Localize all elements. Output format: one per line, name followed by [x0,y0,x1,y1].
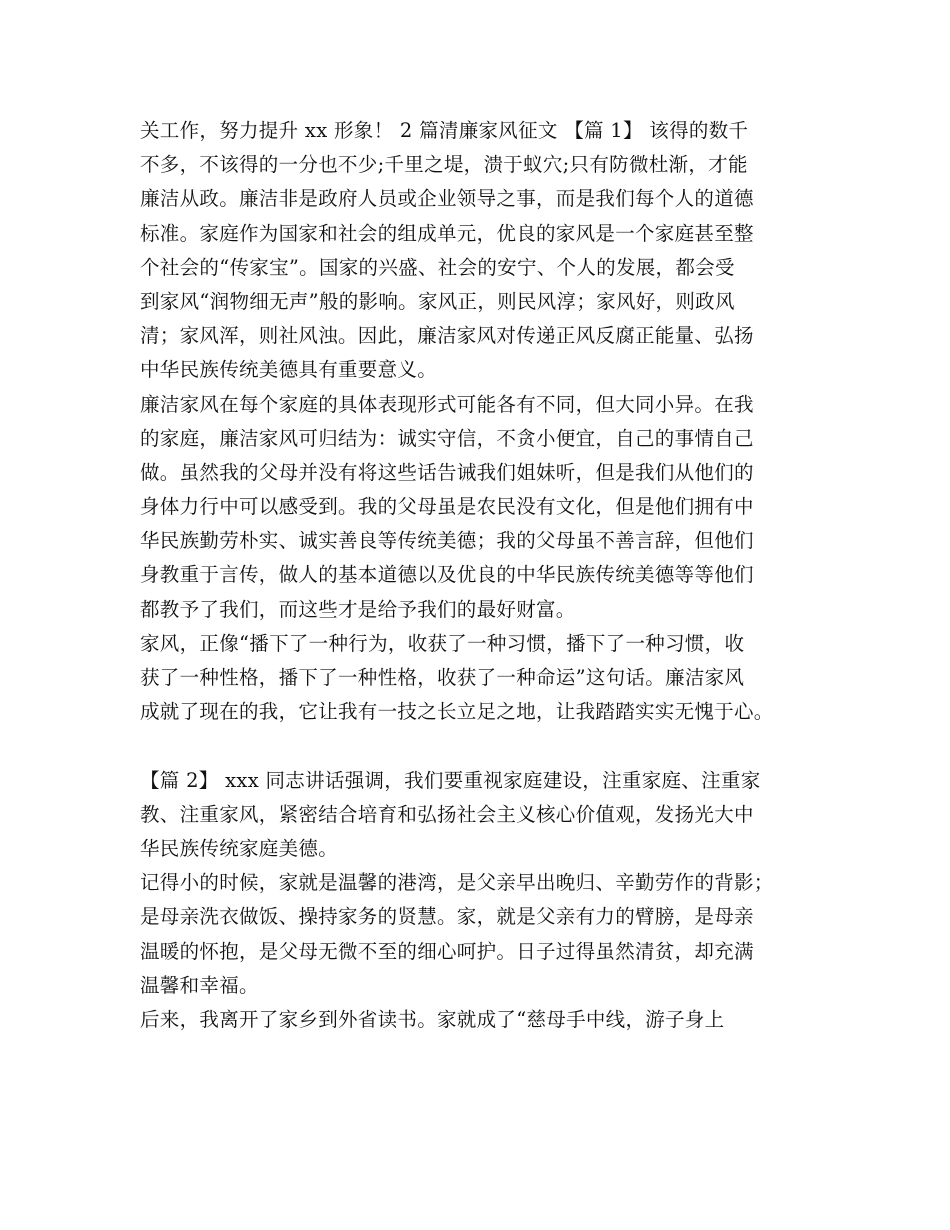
text-line: 做。虽然我的父母并没有将这些话告诫我们姐妹听，但是我们从他们的 [140,460,754,484]
text-line: 廉洁家风在每个家庭的具体表现形式可能各有不同，但大同小异。在我 [140,392,754,416]
text-line: 华民族勤劳朴实、诚实善良等传统美德；我的父母虽不善言辞，但他们 [140,529,754,553]
text-line: 标准。家庭作为国家和社会的组成单元，优良的家风是一个家庭甚至整 [140,221,754,245]
text-line: 中华民族传统美德具有重要意义。 [140,358,438,382]
text-line: 温馨和幸福。 [140,973,259,997]
document-page [140,114,830,1037]
text-line: 关工作，努力提升 xx 形象！ 2 篇清廉家风征文 【篇 1】 该得的数千 [140,119,749,142]
text-line: 【篇 2】 xxx 同志讲话强调，我们要重视家庭建设，注重家庭、注重家 [140,768,761,792]
text-line: 廉洁从政。廉洁非是政府人员或企业领导之事，而是我们每个人的道德 [140,187,754,211]
text-line: 华民族传统家庭美德。 [140,836,339,860]
text-line: 成就了现在的我，它让我有一技之长立足之地，让我踏踏实实无愧于心。 [140,700,774,724]
text-line: 记得小的时候，家就是温馨的港湾，是父亲早出晚归、辛勤劳作的背影； [140,871,774,895]
text-line: 家风，正像“播下了一种行为，收获了一种习惯，播下了一种习惯，收 [140,631,745,655]
text-line: 个社会的“传家宝”。国家的兴盛、社会的安宁、个人的发展，都会受 [140,255,735,279]
text-line: 都教予了我们，而这些才是给予我们的最好财富。 [140,597,576,621]
text-line: 不多，不该得的一分也不少;千里之堤，溃于蚁穴;只有防微杜渐，才能 [140,153,748,177]
text-line: 的家庭，廉洁家风可归结为：诚实守信，不贪小便宜，自己的事情自己 [140,426,754,450]
text-line: 获了一种性格，播下了一种性格，收获了一种命运”这句话。廉洁家风 [140,666,745,689]
text-line: 温暖的怀抱，是父母无微不至的细心呵护。日子过得虽然清贫，却充满 [140,939,754,963]
text-line: 后来，我离开了家乡到外省读书。家就成了“慈母手中线，游子身上 [140,1007,725,1031]
text-line: 教、注重家风，紧密结合培育和弘扬社会主义核心价值观，发扬光大中 [140,802,754,826]
text-line: 到家风“润物细无声”般的影响。家风正，则民风淳；家风好，则政风 [140,289,735,313]
text-line: 清；家风浑，则社风浊。因此，廉洁家风对传递正风反腐正能量、弘扬 [140,324,754,348]
text-line: 身体力行中可以感受到。我的父母虽是农民没有文化，但是他们拥有中 [140,495,754,519]
paragraph-spacer [140,729,830,763]
text-line: 是母亲洗衣做饭、操持家务的贤慧。家，就是父亲有力的臂膀，是母亲 [140,905,754,929]
text-line: 身教重于言传，做人的基本道德以及优良的中华民族传统美德等等他们 [140,563,754,587]
document-body [140,114,830,1037]
